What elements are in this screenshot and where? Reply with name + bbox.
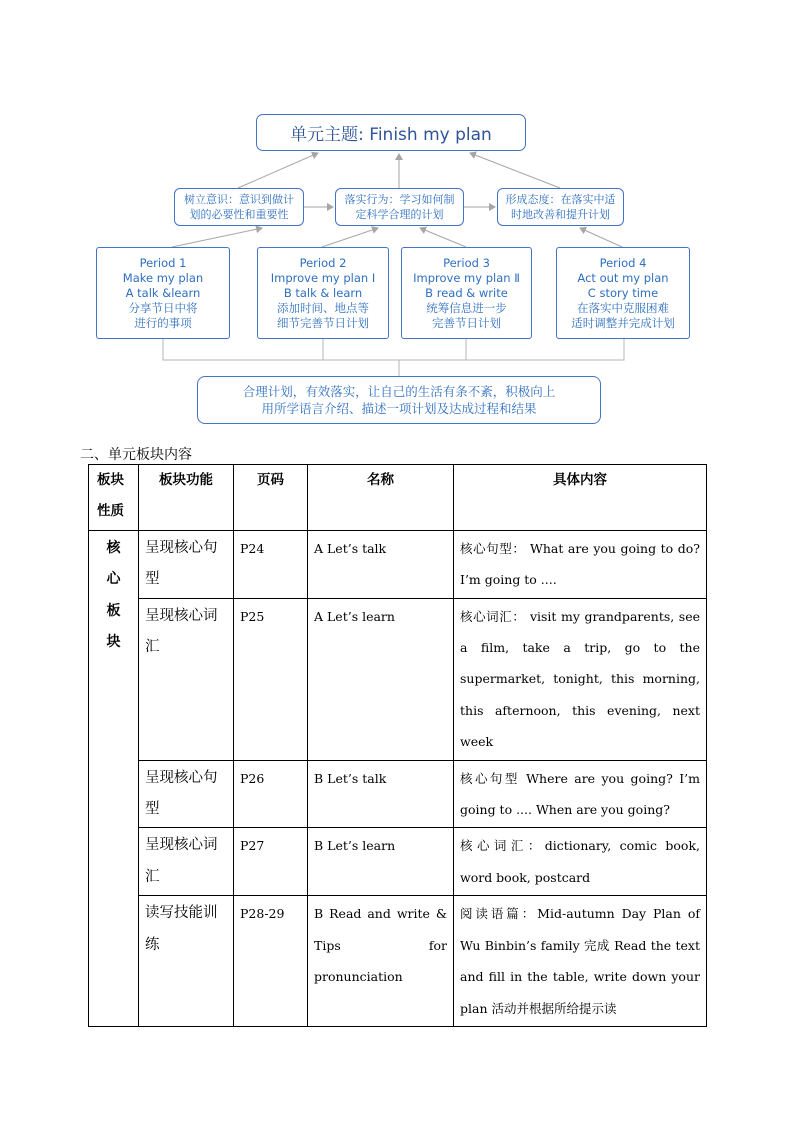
connector-arrow	[322, 228, 378, 247]
period-line: Improve my plan Ⅱ	[413, 270, 520, 285]
period-line: 统筹信息进一步	[426, 300, 507, 315]
page-cell: P28-29	[234, 896, 308, 1027]
table-row	[89, 828, 707, 896]
name-cell: A Let’s talk	[308, 530, 454, 598]
category-char: 核	[106, 539, 121, 556]
period-box-3	[401, 247, 532, 339]
goal-line: 时地改善和提升计划	[511, 208, 610, 221]
page-cell: P24	[234, 530, 308, 598]
goal-line: 划的必要性和重要性	[189, 208, 289, 221]
content-cell: 核心词汇：dictionary, comic book, word book, postcard	[454, 828, 707, 896]
table-row	[89, 760, 707, 828]
summary-line: 合理计划，有效落实，让自己的生活有条不紊，积极向上	[242, 384, 556, 399]
connector-arrow	[420, 228, 466, 247]
section-title: 二、单元板块内容	[80, 447, 192, 463]
connector-arrow	[580, 228, 622, 247]
content-cell: 核心句型 Where are you going? I’m going to .... When are you going?	[454, 760, 707, 828]
period-line: 适时调整并完成计划	[571, 315, 675, 330]
goal-box-attitude	[497, 188, 624, 226]
unit-diagram	[0, 0, 794, 440]
goal-box-behavior	[335, 188, 464, 226]
period-line: 细节完善节日计划	[277, 315, 369, 330]
name-cell: B Let’s learn	[308, 828, 454, 896]
function-cell: 呈现核心词汇	[139, 828, 234, 896]
function-cell: 读写技能训练	[139, 896, 234, 1027]
header-content: 具体内容	[454, 465, 707, 531]
period-line: 在落实中克服困难	[577, 300, 669, 315]
summary-box	[197, 376, 601, 424]
table-row	[89, 896, 707, 1027]
name-cell: B Read and write & Tips for pronunciation	[308, 896, 454, 1027]
header-page: 页码	[234, 465, 308, 531]
summary-line: 用所学语言介绍、描述一项计划及达成过程和结果	[261, 401, 537, 416]
goal-box-awareness	[174, 188, 304, 226]
connector-arrow	[172, 228, 262, 247]
goal-line: 落实行为：学习如何制	[344, 193, 455, 206]
table-header-row	[89, 465, 707, 531]
table-row	[89, 530, 707, 598]
period-box-4	[556, 247, 690, 339]
function-cell: 呈现核心句型	[139, 530, 234, 598]
period-line: 完善节日计划	[432, 315, 501, 330]
period-line: 进行的事项	[134, 315, 192, 330]
period-line: A talk &learn	[125, 285, 201, 300]
goal-line: 形成态度：在落实中适	[505, 193, 616, 206]
goal-line: 定科学合理的计划	[355, 208, 444, 221]
category-char: 块	[106, 634, 121, 651]
content-cell: 核心句型： What are you going to do? I’m going to ....	[454, 530, 707, 598]
period-line: C story time	[587, 285, 659, 300]
page-cell: P26	[234, 760, 308, 828]
period-title: Period 1	[139, 255, 187, 270]
period-line: 添加时间、地点等	[277, 300, 369, 315]
unit-theme-text: 单元主题: Finish my plan	[290, 125, 492, 145]
function-cell: 呈现核心句型	[139, 760, 234, 828]
period-line: Improve my plan Ⅰ	[270, 270, 376, 285]
name-cell: B Let’s talk	[308, 760, 454, 828]
period-title: Period 3	[443, 255, 490, 270]
content-cell: 阅读语篇：Mid-autumn Day Plan of Wu Binbin’s family 完成 Read the text and fill in the table, write down your plan 活动并根据所给提示读	[454, 896, 707, 1027]
page-cell: P27	[234, 828, 308, 896]
category-char: 心	[106, 571, 121, 588]
period-box-1	[96, 247, 230, 339]
connector-arrow	[238, 153, 318, 188]
connector-bracket	[163, 339, 624, 360]
period-title: Period 2	[299, 255, 347, 270]
connector-arrow	[470, 153, 560, 188]
goal-line: 树立意识：意识到做计	[184, 193, 294, 206]
header-nature: 板块性质	[89, 465, 139, 531]
period-line: B talk & learn	[283, 285, 363, 300]
period-line: 分享节日中将	[128, 300, 198, 315]
category-cell	[89, 530, 139, 1026]
content-table	[88, 464, 707, 1027]
table-row	[89, 598, 707, 760]
name-cell: A Let’s learn	[308, 598, 454, 760]
period-line: Act out my plan	[577, 270, 669, 285]
period-line: Make my plan	[122, 270, 204, 285]
period-line: B read & write	[425, 285, 508, 300]
category-char: 板	[106, 602, 121, 619]
function-cell: 呈现核心词汇	[139, 598, 234, 760]
content-cell: 核心词汇： visit my grandparents, see a film, take a trip, go to the supermarket, tonight, this morning, this afternoon, this evening, next week	[454, 598, 707, 760]
page-cell: P25	[234, 598, 308, 760]
period-box-2	[257, 247, 389, 339]
header-function: 板块功能	[139, 465, 234, 531]
period-title: Period 4	[599, 255, 647, 270]
unit-theme-box	[256, 114, 526, 151]
header-name: 名称	[308, 465, 454, 531]
